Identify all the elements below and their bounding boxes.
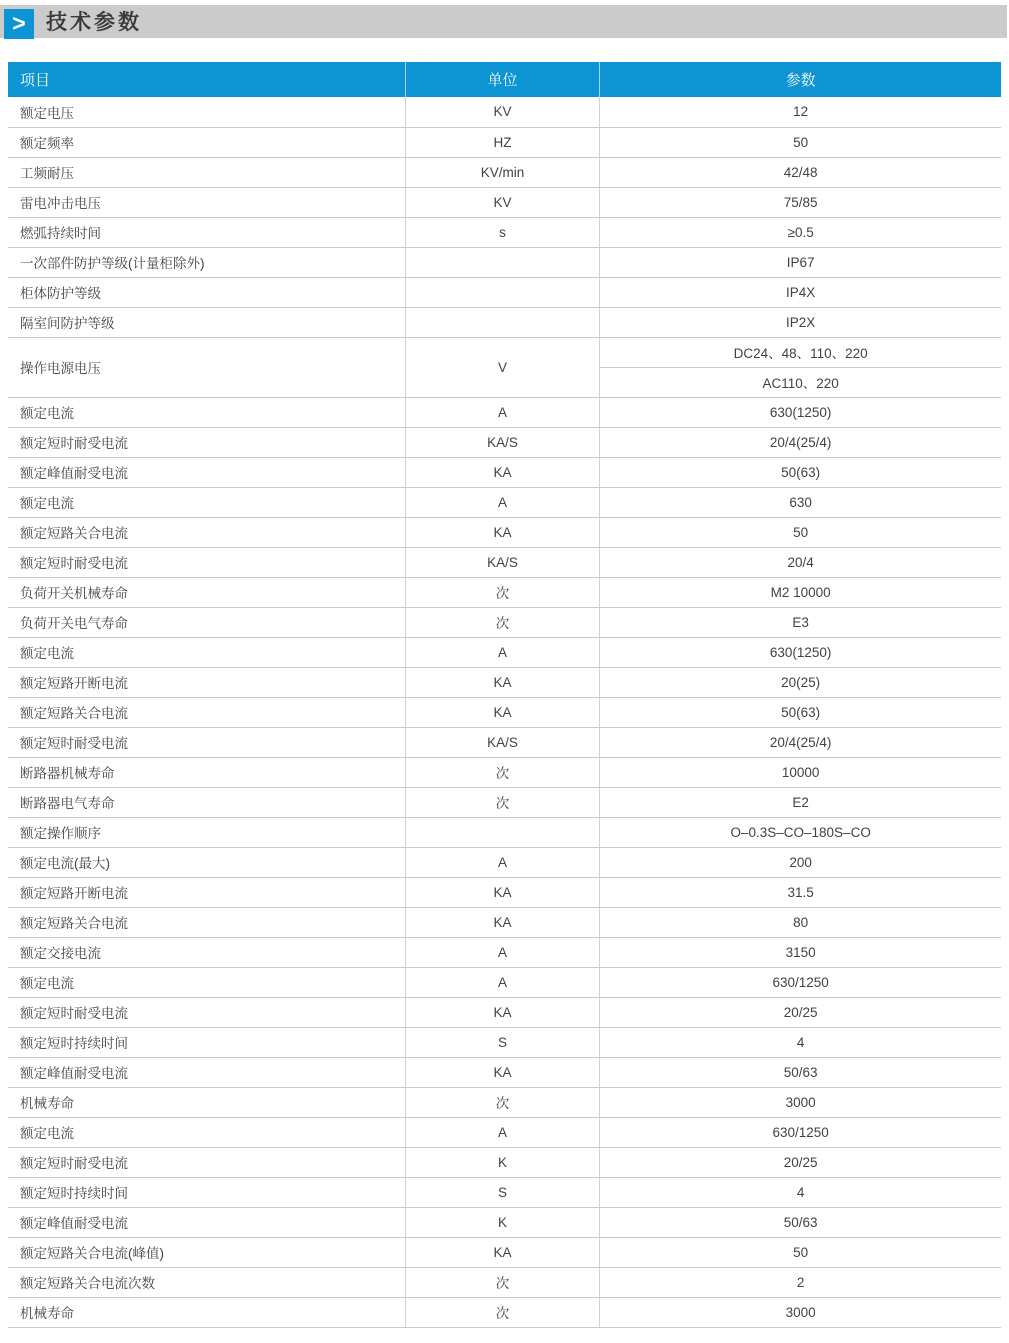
item-cell: 额定交接电流 <box>8 937 405 967</box>
unit-cell: KA <box>405 877 600 907</box>
param-cell: 20/4(25/4) <box>600 427 1001 457</box>
table-row <box>8 187 1001 217</box>
param-cell: ≥0.5 <box>600 217 1001 247</box>
table-row <box>8 517 1001 547</box>
unit-cell: K <box>405 1207 600 1237</box>
param-cell: 50(63) <box>600 457 1001 487</box>
item-cell: 额定峰值耐受电流 <box>8 1057 405 1087</box>
item-cell: 工频耐压 <box>8 157 405 187</box>
item-cell: 额定短时耐受电流 <box>8 427 405 457</box>
table-row <box>8 937 1001 967</box>
table-row <box>8 427 1001 457</box>
section-header-bar <box>0 5 1007 38</box>
table-row <box>8 1237 1001 1267</box>
table-row <box>8 667 1001 697</box>
item-cell: 额定短时耐受电流 <box>8 997 405 1027</box>
unit-cell: KA <box>405 1057 600 1087</box>
item-cell: 机械寿命 <box>8 1297 405 1327</box>
param-cell: 630/1250 <box>600 967 1001 997</box>
item-cell: 额定操作顺序 <box>8 817 405 847</box>
unit-cell: S <box>405 1027 600 1057</box>
param-cell: 50 <box>600 517 1001 547</box>
table-row <box>8 277 1001 307</box>
parameters-table <box>8 62 1001 1328</box>
table-row <box>8 727 1001 757</box>
unit-cell: KA <box>405 697 600 727</box>
table-row <box>8 217 1001 247</box>
param-cell: M2 10000 <box>600 577 1001 607</box>
table-row <box>8 1147 1001 1177</box>
item-cell: 断路器机械寿命 <box>8 757 405 787</box>
unit-cell: KA <box>405 457 600 487</box>
unit-cell: KA <box>405 907 600 937</box>
unit-cell: 次 <box>405 1297 600 1327</box>
param-cell: 630(1250) <box>600 397 1001 427</box>
item-cell: 隔室间防护等级 <box>8 307 405 337</box>
item-cell: 额定短路关合电流 <box>8 517 405 547</box>
table-row <box>8 607 1001 637</box>
item-cell: 额定电流 <box>8 967 405 997</box>
unit-cell <box>405 247 600 277</box>
table-header <box>8 62 1001 97</box>
unit-cell: 次 <box>405 1087 600 1117</box>
unit-cell: KA <box>405 667 600 697</box>
param-cell: 50 <box>600 127 1001 157</box>
table-row <box>8 97 1001 127</box>
param-cell: E3 <box>600 607 1001 637</box>
param-cell: 80 <box>600 907 1001 937</box>
column-header-param: 参数 <box>600 62 1001 97</box>
table-body <box>8 97 1001 1327</box>
chevron-right-icon: > <box>4 9 34 39</box>
table-row <box>8 127 1001 157</box>
item-cell: 额定短时耐受电流 <box>8 727 405 757</box>
param-cell: 20/25 <box>600 997 1001 1027</box>
item-cell: 额定短路关合电流 <box>8 907 405 937</box>
unit-cell: K <box>405 1147 600 1177</box>
table-row <box>8 1297 1001 1327</box>
param-cell: 3000 <box>600 1297 1001 1327</box>
param-cell: 630 <box>600 487 1001 517</box>
param-cell: 4 <box>600 1177 1001 1207</box>
table-row <box>8 847 1001 877</box>
unit-cell: 次 <box>405 577 600 607</box>
unit-cell: A <box>405 937 600 967</box>
unit-cell <box>405 817 600 847</box>
table-row <box>8 787 1001 817</box>
unit-cell: KA <box>405 997 600 1027</box>
unit-cell: V <box>405 337 600 397</box>
table-row <box>8 577 1001 607</box>
table-row <box>8 997 1001 1027</box>
item-cell: 额定电压 <box>20 105 74 121</box>
item-cell: 额定短路关合电流(峰值) <box>8 1237 405 1267</box>
table-row <box>8 157 1001 187</box>
item-cell: 额定频率 <box>8 127 405 157</box>
unit-cell: KA/S <box>405 727 600 757</box>
item-cell: 断路器电气寿命 <box>8 787 405 817</box>
param-cell: 20(25) <box>600 667 1001 697</box>
item-cell: 雷电冲击电压 <box>8 187 405 217</box>
table-row <box>8 247 1001 277</box>
table-row <box>8 337 1001 367</box>
param-cell: 630/1250 <box>600 1117 1001 1147</box>
unit-cell: 次 <box>405 787 600 817</box>
param-cell: 200 <box>600 847 1001 877</box>
unit-cell: A <box>405 1117 600 1147</box>
unit-cell: KV <box>405 187 600 217</box>
param-cell: E2 <box>600 787 1001 817</box>
param-cell: 50(63) <box>600 697 1001 727</box>
param-cell: 50/63 <box>600 1057 1001 1087</box>
table-row <box>8 457 1001 487</box>
unit-cell: A <box>405 397 600 427</box>
table-row <box>8 1177 1001 1207</box>
unit-cell: s <box>405 217 600 247</box>
unit-cell: HZ <box>405 127 600 157</box>
column-header-item: 项目 <box>8 62 405 97</box>
item-cell: 负荷开关机械寿命 <box>8 577 405 607</box>
item-cell: 额定峰值耐受电流 <box>8 457 405 487</box>
item-cell: 操作电源电压 <box>8 337 405 397</box>
table-row <box>8 817 1001 847</box>
item-cell: 额定电流 <box>8 637 405 667</box>
item-cell: 额定短路关合电流 <box>8 697 405 727</box>
table-row <box>8 877 1001 907</box>
item-cell: 额定电流 <box>8 487 405 517</box>
item-cell: 额定电流 <box>8 1117 405 1147</box>
param-cell: 3150 <box>600 937 1001 967</box>
param-cell: 31.5 <box>600 877 1001 907</box>
param-cell: 50/63 <box>600 1207 1001 1237</box>
item-cell: 额定短时持续时间 <box>8 1177 405 1207</box>
param-cell: 50 <box>600 1237 1001 1267</box>
unit-cell: 次 <box>405 757 600 787</box>
unit-cell: S <box>405 1177 600 1207</box>
param-cell: 42/48 <box>600 157 1001 187</box>
unit-cell: A <box>405 487 600 517</box>
table-row <box>8 907 1001 937</box>
item-cell: 额定短时耐受电流 <box>8 1147 405 1177</box>
item-cell: 额定电流(最大) <box>8 847 405 877</box>
unit-cell: KA/S <box>405 427 600 457</box>
param-cell: IP2X <box>600 307 1001 337</box>
param-cell: 4 <box>600 1027 1001 1057</box>
unit-cell: A <box>405 967 600 997</box>
param-cell: 20/4(25/4) <box>600 727 1001 757</box>
param-cell: 630(1250) <box>600 637 1001 667</box>
item-cell: 柜体防护等级 <box>8 277 405 307</box>
column-header-unit: 单位 <box>405 62 600 97</box>
table-row <box>8 1027 1001 1057</box>
table-row <box>8 637 1001 667</box>
unit-cell: A <box>405 847 600 877</box>
item-cell: 一次部件防护等级(计量柜除外) <box>8 247 405 277</box>
unit-cell: A <box>405 637 600 667</box>
section-title: 技术参数 <box>46 11 142 34</box>
table-row <box>8 1117 1001 1147</box>
param-cell: IP4X <box>600 277 1001 307</box>
item-cell: 额定电流 <box>8 397 405 427</box>
param-cell: 20/25 <box>600 1147 1001 1177</box>
item-cell: 燃弧持续时间 <box>8 217 405 247</box>
unit-cell <box>405 307 600 337</box>
item-cell: 额定峰值耐受电流 <box>8 1207 405 1237</box>
parameters-table-container <box>8 62 1001 1328</box>
param-cell: 12 <box>793 104 809 120</box>
table-row <box>8 547 1001 577</box>
unit-cell: KV/min <box>405 157 600 187</box>
item-cell: 额定短时持续时间 <box>8 1027 405 1057</box>
param-cell: 20/4 <box>600 547 1001 577</box>
unit-cell: KA <box>405 1237 600 1267</box>
table-row <box>8 1087 1001 1117</box>
unit-cell: KA <box>405 517 600 547</box>
item-cell: 额定短路开断电流 <box>8 877 405 907</box>
item-cell: 额定短路关合电流次数 <box>8 1267 405 1297</box>
table-header-row <box>8 62 1001 97</box>
item-cell: 机械寿命 <box>8 1087 405 1117</box>
table-row <box>8 1267 1001 1297</box>
item-cell: 额定短路开断电流 <box>8 667 405 697</box>
table-row <box>8 967 1001 997</box>
param-cell: IP67 <box>600 247 1001 277</box>
unit-cell: KA/S <box>405 547 600 577</box>
param-cell: DC24、48、110、220 <box>600 337 1001 367</box>
param-cell: 3000 <box>600 1087 1001 1117</box>
table-row <box>8 487 1001 517</box>
table-row <box>8 1057 1001 1087</box>
unit-cell <box>405 277 600 307</box>
item-cell: 额定短时耐受电流 <box>8 547 405 577</box>
unit-cell: 次 <box>405 1267 600 1297</box>
param-cell: 2 <box>600 1267 1001 1297</box>
item-cell: 负荷开关电气寿命 <box>8 607 405 637</box>
param-cell: 10000 <box>600 757 1001 787</box>
table-row <box>8 757 1001 787</box>
table-row <box>8 1207 1001 1237</box>
table-row <box>8 697 1001 727</box>
unit-cell: KV <box>405 97 600 127</box>
param-cell: AC110、220 <box>600 367 1001 397</box>
table-row <box>8 397 1001 427</box>
param-cell: O–0.3S–CO–180S–CO <box>600 817 1001 847</box>
param-cell: 75/85 <box>600 187 1001 217</box>
table-row <box>8 307 1001 337</box>
unit-cell: 次 <box>405 607 600 637</box>
